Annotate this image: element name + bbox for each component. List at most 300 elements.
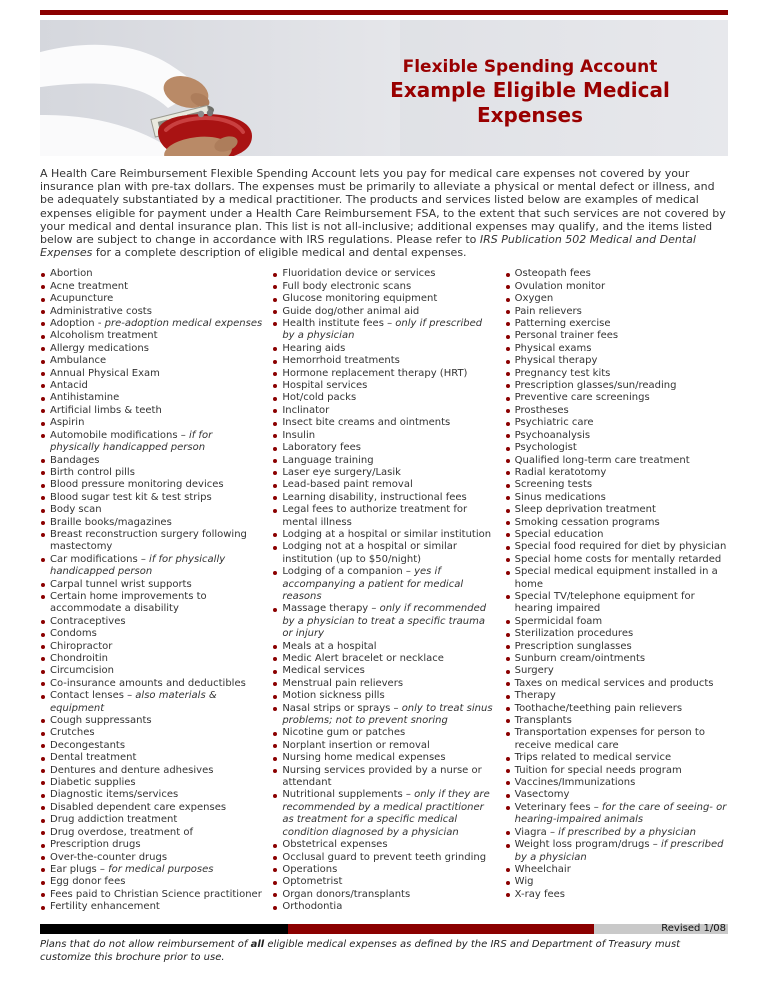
item-text: Condoms bbox=[50, 628, 97, 640]
item-text: Inclinator bbox=[282, 404, 330, 416]
intro-text-before: A Health Care Reimbursement Flexible Spending Account lets you pay for medical care expenses not covered by your insurance plan with pre-tax dollars. The expenses must be primarily to alleviate a physical or mental defect or illness, and be adequately substantiated by a medical practitioner. The products and services listed below are examples of medical expenses eligible for payment under a Health Care Reimbursement FSA, to the extent that such services are not covered by your medical and dental insurance plan. This list is not all-inclusive; additional expenses may qualify, and the items listed below are subject to change in accordance with IRS regulations. Please refer to bbox=[40, 167, 726, 247]
list-item bbox=[40, 392, 263, 404]
item-text: Administrative costs bbox=[50, 305, 152, 317]
list-item bbox=[272, 789, 495, 839]
item-text: Operations bbox=[282, 863, 338, 875]
item-text: Transportation expenses for person to receive medical care bbox=[514, 727, 705, 751]
list-item bbox=[505, 777, 728, 789]
list-item bbox=[40, 752, 263, 764]
list-item bbox=[40, 690, 263, 715]
item-text: Ear plugs – bbox=[50, 863, 109, 875]
item-text: Insect bite creams and ointments bbox=[282, 417, 451, 429]
list-item bbox=[40, 678, 263, 690]
list-item bbox=[40, 827, 263, 839]
item-text: Physical exams bbox=[514, 342, 592, 354]
list-item bbox=[505, 467, 728, 479]
footer-bar-black-segment bbox=[40, 924, 288, 934]
item-text: Blood pressure monitoring devices bbox=[50, 479, 224, 491]
item-text: Trips related to medical service bbox=[514, 752, 672, 764]
list-item bbox=[40, 554, 263, 579]
item-text: Dental treatment bbox=[50, 752, 137, 764]
item-text: Fluoridation device or services bbox=[282, 268, 436, 280]
item-text: Motion sickness pills bbox=[282, 690, 385, 702]
revised-label: Revised 1/08 bbox=[661, 922, 726, 934]
header-banner bbox=[40, 20, 728, 156]
item-text: Aspirin bbox=[50, 417, 85, 429]
coin-purse-photo bbox=[40, 20, 400, 156]
list-item bbox=[272, 492, 495, 504]
list-item bbox=[272, 392, 495, 404]
item-text: Optometrist bbox=[282, 876, 343, 888]
list-item bbox=[272, 343, 495, 355]
list-item bbox=[272, 566, 495, 603]
footer-bar bbox=[40, 924, 728, 934]
item-text: Fertility enhancement bbox=[50, 901, 160, 913]
item-qualifier: for medical purposes bbox=[108, 863, 214, 875]
item-text: Special food required for diet by physician bbox=[514, 541, 727, 553]
item-text: Prescription drugs bbox=[50, 839, 141, 851]
item-text: Sunburn cream/ointments bbox=[514, 653, 646, 665]
list-item bbox=[40, 591, 263, 616]
list-item bbox=[272, 740, 495, 752]
list-item bbox=[272, 839, 495, 851]
item-text: Lodging of a companion – bbox=[282, 566, 415, 578]
item-text: Hot/cold packs bbox=[282, 392, 357, 404]
item-text: Hearing aids bbox=[282, 342, 346, 354]
list-item bbox=[272, 318, 495, 343]
item-text: Certain home improvements to accommodate a disability bbox=[50, 590, 207, 615]
list-item bbox=[505, 789, 728, 801]
expense-column-2 bbox=[272, 268, 495, 913]
item-text: Carpal tunnel wrist supports bbox=[50, 578, 192, 590]
item-text: Personal trainer fees bbox=[514, 330, 619, 342]
list-item bbox=[40, 293, 263, 305]
item-text: Special home costs for mentally retarded bbox=[514, 553, 722, 565]
item-text: Weight loss program/drugs – bbox=[514, 839, 661, 851]
list-item bbox=[272, 703, 495, 728]
item-text: Automobile modifications – bbox=[50, 429, 189, 441]
item-text: Sterilization procedures bbox=[514, 628, 634, 640]
list-item bbox=[505, 392, 728, 404]
item-text: Contact lenses – bbox=[50, 690, 136, 702]
list-item bbox=[40, 814, 263, 826]
list-item bbox=[505, 504, 728, 516]
list-item bbox=[272, 603, 495, 640]
list-item bbox=[40, 355, 263, 367]
item-text: Pain relievers bbox=[514, 305, 582, 317]
list-item bbox=[505, 628, 728, 640]
list-item bbox=[505, 355, 728, 367]
list-item bbox=[505, 690, 728, 702]
list-item bbox=[272, 417, 495, 429]
list-item bbox=[40, 715, 263, 727]
item-text: Over-the-counter drugs bbox=[50, 851, 168, 863]
item-text: Ambulance bbox=[50, 355, 107, 367]
expenses-list bbox=[40, 268, 728, 913]
list-item bbox=[40, 765, 263, 777]
list-item bbox=[272, 541, 495, 566]
item-qualifier: if for physically handicapped person bbox=[50, 553, 226, 578]
item-text: Patterning exercise bbox=[514, 318, 611, 330]
item-text: Special education bbox=[514, 528, 604, 540]
list-item bbox=[272, 678, 495, 690]
item-text: Egg donor fees bbox=[50, 876, 126, 888]
item-text: Fees paid to Christian Science practitioner bbox=[50, 888, 262, 900]
item-text: Toothache/teething pain relievers bbox=[514, 702, 683, 714]
list-item bbox=[505, 268, 728, 280]
list-item bbox=[272, 268, 495, 280]
list-item bbox=[40, 405, 263, 417]
list-item bbox=[505, 343, 728, 355]
list-item bbox=[505, 306, 728, 318]
item-qualifier: only to treat sinus problems; not to prevent snoring bbox=[282, 702, 493, 727]
item-text: Special TV/telephone equipment for hearing impaired bbox=[514, 590, 695, 615]
item-text: Special medical equipment installed in a home bbox=[514, 566, 718, 590]
list-item bbox=[40, 789, 263, 801]
list-item bbox=[505, 715, 728, 727]
list-item bbox=[272, 876, 495, 888]
list-item bbox=[505, 566, 728, 591]
list-item bbox=[272, 405, 495, 417]
list-item bbox=[505, 517, 728, 529]
list-item bbox=[505, 653, 728, 665]
list-item bbox=[40, 628, 263, 640]
item-text: Therapy bbox=[514, 690, 556, 702]
list-item bbox=[40, 901, 263, 913]
item-text: Acupuncture bbox=[50, 293, 114, 305]
list-item bbox=[40, 268, 263, 280]
list-item bbox=[272, 368, 495, 380]
item-text: Diabetic supplies bbox=[50, 777, 136, 789]
list-item bbox=[272, 889, 495, 901]
title-line-1: Flexible Spending Account bbox=[402, 57, 658, 77]
list-item bbox=[272, 765, 495, 790]
list-item bbox=[40, 517, 263, 529]
top-rule bbox=[40, 10, 728, 15]
list-item bbox=[505, 554, 728, 566]
item-text: Car modifications – bbox=[50, 553, 150, 565]
item-text: Learning disability, instructional fees bbox=[282, 491, 467, 503]
item-qualifier: if prescribed by a physician bbox=[558, 826, 696, 838]
list-item bbox=[40, 492, 263, 504]
item-text: Prescription sunglasses bbox=[514, 640, 632, 652]
list-item bbox=[40, 343, 263, 355]
list-item bbox=[272, 306, 495, 318]
item-text: Disabled dependent care expenses bbox=[50, 801, 227, 813]
list-item bbox=[272, 665, 495, 677]
disclaimer-text-before: Plans that do not allow reimbursement of bbox=[40, 938, 251, 950]
item-text: Hemorrhoid treatments bbox=[282, 355, 400, 367]
item-text: Nutritional supplements – bbox=[282, 789, 415, 801]
list-item bbox=[272, 380, 495, 392]
item-text: Chondroitin bbox=[50, 653, 108, 665]
item-text: Lodging at a hospital or similar institution bbox=[282, 528, 492, 540]
item-text: Prostheses bbox=[514, 404, 569, 416]
item-text: Laboratory fees bbox=[282, 442, 362, 454]
item-text: Drug addiction treatment bbox=[50, 814, 178, 826]
list-item bbox=[40, 852, 263, 864]
item-text: Annual Physical Exam bbox=[50, 367, 160, 379]
list-item bbox=[505, 430, 728, 442]
item-text: Dentures and denture adhesives bbox=[50, 764, 214, 776]
item-text: Breast reconstruction surgery following mastectomy bbox=[50, 528, 247, 553]
list-item bbox=[272, 455, 495, 467]
item-text: Contraceptives bbox=[50, 615, 126, 627]
list-item bbox=[505, 442, 728, 454]
item-text: Nasal strips or sprays – bbox=[282, 702, 402, 714]
item-text: Antacid bbox=[50, 380, 88, 392]
item-text: Lead-based paint removal bbox=[282, 479, 413, 491]
item-text: Screening tests bbox=[514, 479, 593, 491]
list-item bbox=[505, 727, 728, 752]
item-text: Wheelchair bbox=[514, 863, 571, 875]
list-item bbox=[40, 727, 263, 739]
list-item bbox=[505, 616, 728, 628]
item-text: Wig bbox=[514, 876, 534, 888]
list-item bbox=[505, 330, 728, 342]
item-text: Diagnostic items/services bbox=[50, 789, 179, 801]
item-qualifier: if for physically handicapped person bbox=[50, 429, 213, 454]
item-text: Massage therapy – bbox=[282, 603, 380, 615]
item-text: Adoption - bbox=[50, 318, 105, 330]
list-item bbox=[40, 665, 263, 677]
list-item bbox=[40, 653, 263, 665]
item-text: Ovulation monitor bbox=[514, 280, 606, 292]
item-text: Veterinary fees – bbox=[514, 801, 602, 813]
item-text: Orthodontia bbox=[282, 901, 343, 913]
item-text: Radial keratotomy bbox=[514, 466, 607, 478]
item-text: Spermicidal foam bbox=[514, 615, 603, 627]
list-item bbox=[505, 529, 728, 541]
expense-column-3 bbox=[505, 268, 728, 913]
list-item bbox=[505, 641, 728, 653]
item-qualifier: for the care of seeing- or hearing-impaired animals bbox=[514, 801, 727, 826]
disclaimer-text-after: eligible medical expenses as defined by the IRS and Department of Treasury must customize this brochure prior to use. bbox=[40, 938, 681, 963]
list-item bbox=[505, 827, 728, 839]
list-item bbox=[40, 802, 263, 814]
list-item bbox=[505, 839, 728, 864]
item-text: Language training bbox=[282, 454, 374, 466]
list-item bbox=[272, 752, 495, 764]
list-item bbox=[272, 852, 495, 864]
list-item bbox=[505, 703, 728, 715]
item-text: Occlusal guard to prevent teeth grinding bbox=[282, 851, 487, 863]
item-text: Full body electronic scans bbox=[282, 280, 412, 292]
item-text: Circumcision bbox=[50, 665, 114, 677]
list-item bbox=[40, 479, 263, 491]
purse-clasp bbox=[198, 111, 204, 117]
list-item bbox=[40, 455, 263, 467]
list-item bbox=[40, 417, 263, 429]
list-item bbox=[505, 318, 728, 330]
list-item bbox=[40, 306, 263, 318]
item-text: Artificial limbs & teeth bbox=[50, 404, 162, 416]
item-text: Transplants bbox=[514, 715, 572, 727]
footer-bar-red-segment bbox=[288, 924, 594, 934]
list-item bbox=[505, 665, 728, 677]
item-text: Surgery bbox=[514, 665, 554, 677]
item-qualifier: only if recommended by a physician to treat a specific trauma or injury bbox=[282, 603, 487, 640]
item-text: Bandages bbox=[50, 454, 100, 466]
list-item bbox=[40, 281, 263, 293]
item-text: Menstrual pain relievers bbox=[282, 677, 404, 689]
list-item bbox=[505, 479, 728, 491]
list-item bbox=[272, 293, 495, 305]
title-line-2: Example Eligible Medical Expenses bbox=[390, 78, 670, 127]
item-qualifier: also materials & equipment bbox=[50, 690, 217, 714]
footer-bar-gray-segment bbox=[594, 924, 728, 934]
intro-paragraph bbox=[40, 167, 728, 259]
list-item bbox=[40, 380, 263, 392]
item-text: Vasectomy bbox=[514, 789, 570, 801]
item-qualifier: yes if accompanying a patient for medical reasons bbox=[282, 566, 464, 602]
item-text: Braille books/magazines bbox=[50, 516, 172, 528]
list-item bbox=[40, 616, 263, 628]
item-qualifier: pre-adoption medical expenses bbox=[104, 318, 263, 330]
item-text: Oxygen bbox=[514, 293, 554, 305]
item-text: Meals at a hospital bbox=[282, 640, 377, 652]
list-item bbox=[505, 455, 728, 467]
list-item bbox=[272, 281, 495, 293]
item-text: Legal fees to authorize treatment for mental illness bbox=[282, 504, 468, 528]
item-text: Blood sugar test kit & test strips bbox=[50, 491, 212, 503]
list-item bbox=[272, 479, 495, 491]
list-item bbox=[272, 690, 495, 702]
item-text: Norplant insertion or removal bbox=[282, 739, 430, 751]
list-item bbox=[505, 417, 728, 429]
list-item bbox=[272, 901, 495, 913]
item-text: Cough suppressants bbox=[50, 715, 152, 727]
item-text: Allergy medications bbox=[50, 342, 149, 354]
item-text: Tuition for special needs program bbox=[514, 764, 682, 776]
item-text: Hormone replacement therapy (HRT) bbox=[282, 367, 468, 379]
list-item bbox=[505, 765, 728, 777]
intro-publication-reference: IRS Publication 502 Medical and Dental Expenses bbox=[40, 233, 696, 260]
list-item bbox=[272, 467, 495, 479]
item-text: Chiropractor bbox=[50, 640, 113, 652]
item-text: X-ray fees bbox=[514, 888, 565, 900]
list-item bbox=[505, 281, 728, 293]
item-text: Vaccines/Immunizations bbox=[514, 777, 636, 789]
disclaimer-bold-word: all bbox=[250, 938, 265, 950]
item-text: Obstetrical expenses bbox=[282, 839, 388, 851]
item-text: Sinus medications bbox=[514, 491, 606, 503]
item-text: Hospital services bbox=[282, 380, 368, 392]
list-item bbox=[505, 293, 728, 305]
list-item bbox=[272, 864, 495, 876]
item-text: Alcoholism treatment bbox=[50, 330, 158, 342]
item-text: Smoking cessation programs bbox=[514, 516, 660, 528]
item-text: Birth control pills bbox=[50, 466, 135, 478]
item-text: Osteopath fees bbox=[514, 268, 591, 280]
item-text: Laser eye surgery/Lasik bbox=[282, 466, 401, 478]
item-text: Medic Alert bracelet or necklace bbox=[282, 653, 444, 665]
list-item bbox=[40, 504, 263, 516]
item-text: Prescription glasses/sun/reading bbox=[514, 380, 677, 392]
list-item bbox=[505, 752, 728, 764]
list-item bbox=[40, 467, 263, 479]
list-item bbox=[505, 492, 728, 504]
item-text: Crutches bbox=[50, 727, 95, 739]
list-item bbox=[505, 802, 728, 827]
purse-clasp bbox=[207, 110, 213, 116]
list-item bbox=[40, 777, 263, 789]
list-item bbox=[40, 579, 263, 591]
item-text: Glucose monitoring equipment bbox=[282, 293, 438, 305]
item-text: Lodging not at a hospital or similar institution (up to $50/night) bbox=[282, 541, 458, 565]
item-text: Qualified long-term care treatment bbox=[514, 454, 690, 466]
item-text: Taxes on medical services and products bbox=[514, 677, 714, 689]
list-item bbox=[272, 529, 495, 541]
item-qualifier: only if prescribed by a physician bbox=[282, 318, 483, 342]
list-item bbox=[40, 529, 263, 554]
item-text: Co-insurance amounts and deductibles bbox=[50, 677, 246, 689]
item-text: Organ donors/transplants bbox=[282, 888, 411, 900]
item-text: Antihistamine bbox=[50, 392, 120, 404]
item-text: Physical therapy bbox=[514, 355, 598, 367]
item-text: Decongestants bbox=[50, 739, 126, 751]
item-qualifier: if prescribed by a physician bbox=[514, 839, 724, 863]
item-text: Health institute fees – bbox=[282, 318, 396, 330]
item-text: Body scan bbox=[50, 504, 102, 516]
list-item bbox=[272, 430, 495, 442]
list-item bbox=[505, 591, 728, 616]
list-item bbox=[505, 368, 728, 380]
list-item bbox=[505, 405, 728, 417]
item-text: Nicotine gum or patches bbox=[282, 727, 406, 739]
list-item bbox=[505, 678, 728, 690]
item-text: Insulin bbox=[282, 429, 316, 441]
expense-column-1 bbox=[40, 268, 263, 913]
disclaimer bbox=[40, 938, 728, 964]
list-item bbox=[40, 839, 263, 851]
list-item bbox=[505, 541, 728, 553]
list-item bbox=[505, 876, 728, 888]
list-item bbox=[40, 318, 263, 330]
list-item bbox=[40, 876, 263, 888]
list-item bbox=[40, 864, 263, 876]
list-item bbox=[505, 864, 728, 876]
item-text: Viagra – bbox=[514, 826, 559, 838]
list-item bbox=[272, 355, 495, 367]
page-title bbox=[360, 56, 700, 128]
item-text: Sleep deprivation treatment bbox=[514, 504, 656, 516]
item-text: Nursing services provided by a nurse or attendant bbox=[282, 764, 482, 789]
item-text: Psychologist bbox=[514, 442, 577, 454]
list-item bbox=[40, 740, 263, 752]
item-text: Acne treatment bbox=[50, 280, 128, 292]
list-item bbox=[40, 430, 263, 455]
item-text: Abortion bbox=[50, 268, 93, 280]
item-text: Pregnancy test kits bbox=[514, 367, 611, 379]
list-item bbox=[40, 368, 263, 380]
intro-text-after: for a complete description of eligible medical and dental expenses. bbox=[92, 246, 467, 260]
item-text: Preventive care screenings bbox=[514, 392, 650, 404]
list-item bbox=[272, 504, 495, 529]
list-item bbox=[40, 889, 263, 901]
list-item bbox=[505, 380, 728, 392]
item-text: Medical services bbox=[282, 665, 365, 677]
list-item bbox=[272, 442, 495, 454]
item-text: Drug overdose, treatment of bbox=[50, 826, 193, 838]
list-item bbox=[505, 889, 728, 901]
list-item bbox=[40, 641, 263, 653]
item-text: Nursing home medical expenses bbox=[282, 752, 446, 764]
item-qualifier: only if they are recommended by a medical practitioner as treatment for a specific medical condition diagnosed by a physician bbox=[282, 789, 490, 838]
item-text: Guide dog/other animal aid bbox=[282, 305, 420, 317]
list-item bbox=[272, 727, 495, 739]
item-text: Psychoanalysis bbox=[514, 429, 591, 441]
